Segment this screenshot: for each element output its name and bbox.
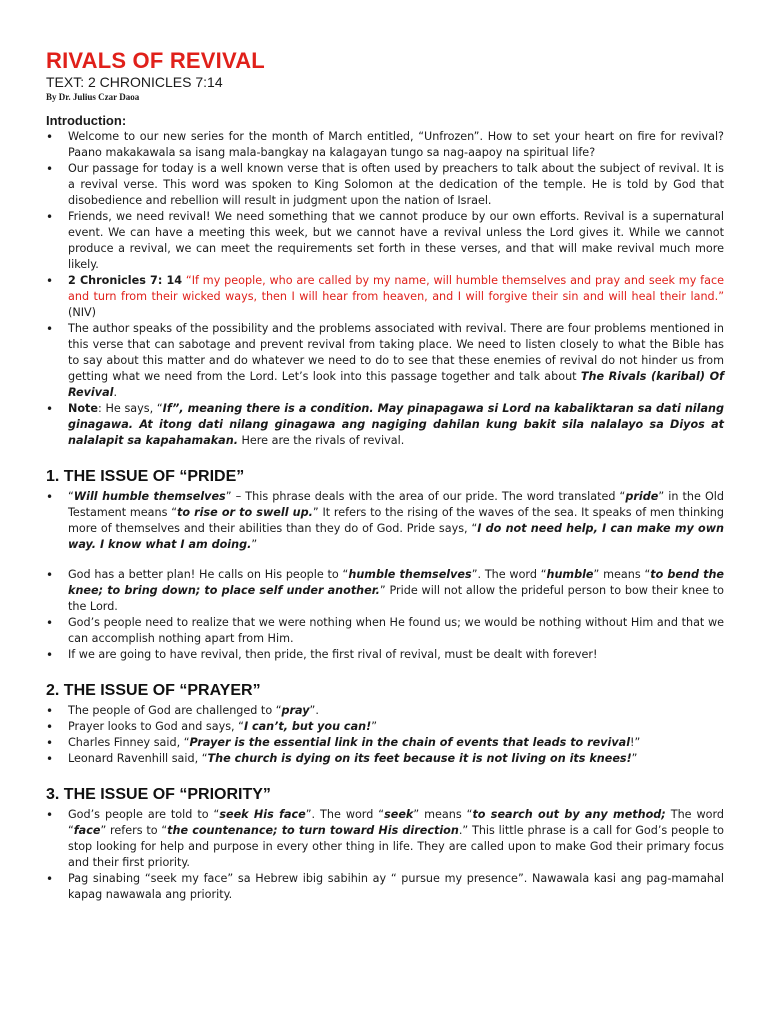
list-item xyxy=(46,567,724,615)
text-run: ” in the Old Testament means “ xyxy=(68,490,724,519)
intro-heading: Introduction: xyxy=(46,113,127,128)
text-run: The Rivals (karibal) Of Revival xyxy=(68,370,724,399)
text-run: Pag sinabing “seek my face” sa Hebrew ibig sabihin ay “ pursue my presence”. Nawawala kasi ang pag-mamahal kapag nawawala ang priority. xyxy=(68,872,724,901)
text-run: Prayer is the essential link in the chain of events that leads to revival xyxy=(189,736,631,749)
text-run: ”. The word “ xyxy=(305,808,385,821)
verse-quote: “If my people, who are called by my name, will humble themselves and pray and seek my face and turn from their wicked ways, then I will hear from heaven, and I will forgive their sin and will heal their land.” xyxy=(68,274,724,303)
text-run: face xyxy=(73,824,101,837)
text-run: ” xyxy=(631,752,638,765)
text-run: ” xyxy=(251,538,258,551)
list-item xyxy=(46,615,724,647)
section-list-pride xyxy=(46,489,724,663)
list-item xyxy=(46,273,724,321)
text-run: Leonard Ravenhill said, “ xyxy=(68,752,208,765)
text-run: ”. The word “ xyxy=(471,568,547,581)
text-run: God’s people need to realize that we were nothing when He found us; we would be nothing without Him and that we can accomplish nothing apart from Him. xyxy=(68,616,724,645)
text-run: ” refers to “ xyxy=(100,824,168,837)
section-list-priority xyxy=(46,807,724,903)
text-run: to search out by any method; xyxy=(472,808,666,821)
text-run: Will humble themselves xyxy=(73,490,226,503)
text-run: Our passage for today is a well known verse that is often used by preachers to talk about the subject of revival. It is a revival verse. This word was spoken to King Solomon at the dedication of the temple. He is told by God that disobedience and rebellion will result in judgment upon the nation of Israel. xyxy=(68,162,724,207)
list-item xyxy=(46,751,724,767)
text-run: Prayer looks to God and says, “ xyxy=(68,720,244,733)
list-item xyxy=(46,807,724,871)
page-title: RIVALS OF REVIVAL xyxy=(46,48,265,73)
text-run: The people of God are challenged to “ xyxy=(68,704,282,717)
list-item xyxy=(46,703,724,719)
list-item xyxy=(46,735,724,751)
text-run: ” means “ xyxy=(593,568,651,581)
text-run: The word “ xyxy=(68,808,725,837)
list-item xyxy=(46,489,724,553)
intro-list xyxy=(46,129,724,449)
list-item xyxy=(46,129,724,161)
text-run: (NIV) xyxy=(68,306,97,319)
text-run: ” xyxy=(371,720,377,733)
list-item xyxy=(46,321,724,401)
text-run: pride xyxy=(625,490,659,503)
text-run: Welcome to our new series for the month of March entitled, “Unfrozen”. How to set your heart on fire for revival? Paano makakawala sa isang mala-bangkay na kalagayan tungo sa nag-aapoy na spiritual life? xyxy=(68,130,724,159)
text-run: ” means “ xyxy=(413,808,473,821)
text-run: Here are the rivals of revival. xyxy=(237,434,405,447)
text-run: humble themselves xyxy=(348,568,472,581)
text-run: God has a better plan! He calls on His people to “ xyxy=(68,568,349,581)
list-item xyxy=(46,647,724,663)
section-heading-prayer: 2. THE ISSUE OF “PRAYER” xyxy=(46,682,261,699)
text-run: : He says, “ xyxy=(98,402,163,415)
text-run: Friends, we need revival! We need something that we cannot produce by our own efforts. Revival is a supernatural event. We can have a meeting this week, but we cannot have a revival unless the Lord gives it. While we cannot produce a revival, we can meet the requirements set forth in these verses, and that will make revival much more likely. xyxy=(68,210,724,271)
list-item xyxy=(46,719,724,735)
section-heading-pride: 1. THE ISSUE OF “PRIDE” xyxy=(46,468,245,485)
text-run: “ xyxy=(68,490,74,503)
text-run: If”, meaning there is a condition. May pinapagawa si Lord na kabaliktaran sa dati nilang ginagawa. At itong dati nilang ginagawa ang nagiging dahilan kung bakit sila nalalayo sa Diyos at nalalapit sa kapahamakan. xyxy=(68,402,724,447)
text-run: seek xyxy=(384,808,414,821)
text-run: ” – This phrase deals with the area of our pride. The word translated “ xyxy=(225,490,626,503)
text-run: ”. xyxy=(309,704,319,717)
text-run: Note xyxy=(68,402,98,415)
text-run: I can’t, but you can! xyxy=(243,720,372,733)
text-run: I do not need help, I can make my own way. I know what I am doing. xyxy=(68,522,724,551)
text-run: the countenance; to turn toward His direction xyxy=(167,824,459,837)
section-list-prayer xyxy=(46,703,724,767)
list-item xyxy=(46,401,724,449)
text-run: !” xyxy=(630,736,641,749)
text-run: ” Pride will not allow the prideful person to bow their knee to the Lord. xyxy=(68,584,724,613)
text-run: to rise or to swell up. xyxy=(177,506,313,519)
document-content xyxy=(46,48,724,903)
text-run: ” It refers to the rising of the waves of the sea. It speaks of men thinking more of themselves and their abilities than they do of God. Pride says, “ xyxy=(68,506,724,535)
text-run: humble xyxy=(546,568,594,581)
list-item xyxy=(46,209,724,273)
text-run: The author speaks of the possibility and the problems associated with revival. There are four problems mentioned in this verse that can sabotage and prevent revival from taking place. We need to listen closely to what the Bible has to say about this matter and do whatever we need to do to see that these enemies of revival do not hinder us from getting what we need from the Lord. Let’s look into this passage together and talk about xyxy=(68,322,724,383)
text-run: to bend the knee; to bring down; to place self under another. xyxy=(68,568,725,597)
text-run: . xyxy=(113,386,118,399)
text-run: pray xyxy=(281,704,310,717)
scripture-reference: TEXT: 2 CHRONICLES 7:14 xyxy=(46,74,223,90)
text-run: The church is dying on its feet because it is not living on its knees! xyxy=(207,752,632,765)
text-run: God’s people are told to “ xyxy=(68,808,220,821)
text-run: If we are going to have revival, then pride, the first rival of revival, must be dealt with forever! xyxy=(68,648,598,661)
author-line: By Dr. Julius Czar Daoa xyxy=(46,92,140,102)
list-item xyxy=(46,871,724,903)
list-item xyxy=(46,161,724,209)
text-run: Charles Finney said, “ xyxy=(68,736,190,749)
section-heading-priority: 3. THE ISSUE OF “PRIORITY” xyxy=(46,786,271,803)
text-run: seek His face xyxy=(219,808,306,821)
verse-reference: 2 Chronicles 7: 14 xyxy=(68,274,183,287)
text-run: .” This little phrase is a call for God’s people to stop looking for help and purpose in every other thing in life. They are called upon to make God their primary focus and their first priority. xyxy=(68,824,725,869)
